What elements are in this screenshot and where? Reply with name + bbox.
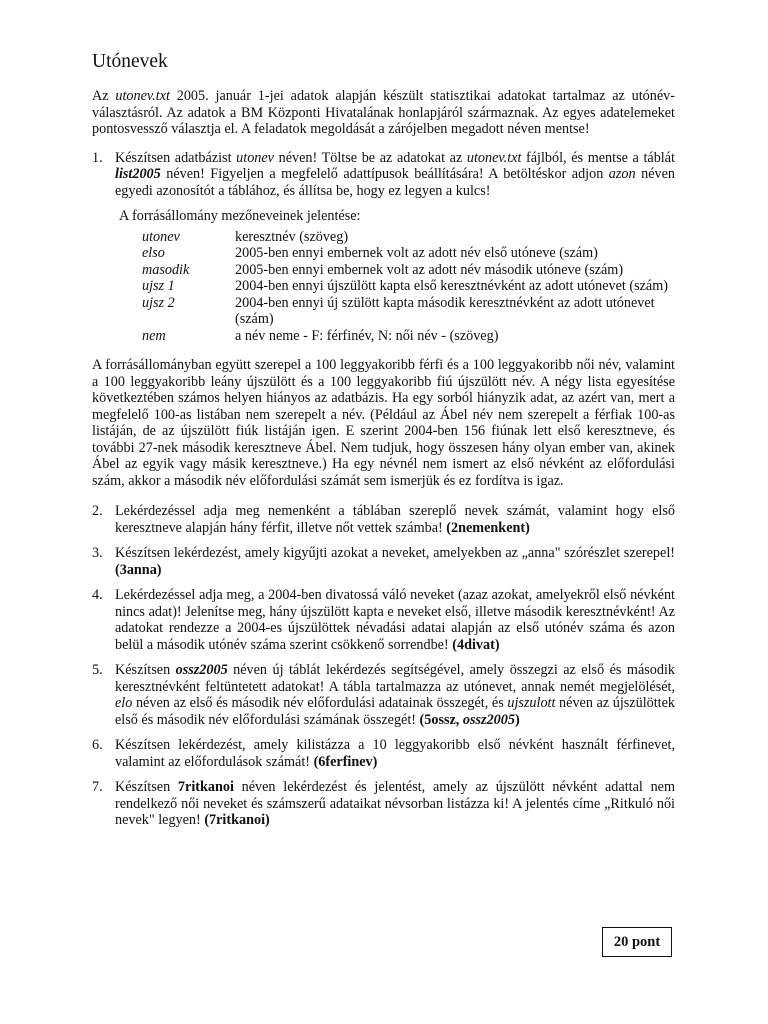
save-name: (7ritkanoi) bbox=[204, 812, 270, 828]
task-5: 5. Készítsen ossz2005 néven új táblát lekérdezés segítségével, amely összegzi az első és második keresztnévként feltüntetett adatokat! A tábla tartalmazza az utónevet, annak nemét megjelölését, elo néven az első és második név előfordulási adatainak összegét, és ujszulott néven az újszülöttek első és második név előfordulási számának összegét! (5ossz, ossz2005) bbox=[92, 662, 676, 728]
save-name: (3anna) bbox=[115, 561, 162, 578]
fields-table bbox=[142, 229, 672, 345]
note-paragraph: A forrásállományban együtt szerepel a 100 leggyakoribb férfi és a 100 leggyakoribb női név, valamint a 100 leggyakoribb leány újszülött és a 100 leggyakoribb fiú újszülött név. A négy lista egyesítése következtében számos helyen hiányos az adatbázis. Ha egy sorból hiányzik adat, az azért van, mert a megfelelő 100-as listában nem szerepelt a név. (Például az Ábel név nem szerepelt a férfiak 100-as listáján, de az újszülött fiúk listáján igen. E szerint 2004-ben 156 fiúnak lett első keresztneve, és további 27-nek második keresztneve Ábel. Nem tudjuk, hogy összesen hány olyan ember van, akinek Ábel az egyik vagy másik keresztneve.) Ha egy névnél nem ismert az első névként az előfordulási szám, akkor a második név előfordulási számát sem ismerjük és ez fordítva is igaz. bbox=[92, 357, 675, 489]
save-name: (4divat) bbox=[452, 636, 500, 653]
points-box: 20 pont bbox=[602, 927, 672, 957]
field-row: ujsz 2 2004-ben ennyi új szülött kapta második keresztnévként az adott utónevet (szám) bbox=[142, 294, 655, 327]
task-6: 6. Készítsen lekérdezést, amely kilistázza a 10 leggyakoribb első névként használt férfinevet, valamint az előfordulások számát! (6ferfinev) bbox=[92, 737, 675, 770]
fields-intro: A forrásállomány mezőneveinek jelentése: bbox=[119, 208, 361, 224]
field-row: nem a név neme - F: férfinév, N: női név - (szöveg) bbox=[142, 327, 499, 344]
task-3: 3. Készítsen lekérdezést, amely kigyűjti azokat a neveket, amelyekben az „anna" szórészlet szerepel! (3anna) bbox=[92, 545, 675, 578]
task-2: 2. Lekérdezéssel adja meg nemenként a táblában szereplő nevek számát, valamint hogy első keresztneve alapján hány férfit, illetve nőt vettek számba! (2nemenkent) bbox=[92, 503, 675, 536]
intro-paragraph: Az utonev.txt 2005. január 1-jei adatok alapján készült statisztikai adatokat tartalmaz az utónév-választásról. Az adatok a BM Központi Hivatalának honlapjáról származnak. Az egyes adatelemeket pontosvessző választja el. A feladatok megoldását a zárójelben megadott néven mentse! bbox=[92, 88, 675, 137]
filename-ref: utonev.txt bbox=[115, 88, 170, 104]
task-4: 4. Lekérdezéssel adja meg, a 2004-ben divatossá váló neveket (azaz azokat, amelyekről első névként nincs adat)! Jelenítse meg, hány újszülött kapta e neveket első, illetve második keresztnévként! Az adatokat rendezze a 2004-es újszülöttek névadási adatai alapján az első utónév száma és azon belül a második utónév száma szerint csökkenő sorrendbe! (4divat) bbox=[92, 587, 675, 653]
task-7: 7. Készítsen 7ritkanoi néven lekérdezést és jelentést, amely az újszülött névként adattal nem rendelkező női neveket és számszerű adataikat névsorban listázza ki! A jelentés címe „Ritkuló női nevek" legyen! (7ritkanoi) bbox=[92, 779, 675, 828]
field-row: elso 2005-ben ennyi embernek volt az adott név első utóneve (szám) bbox=[142, 245, 598, 261]
save-name: (2nemenkent) bbox=[446, 519, 530, 536]
save-name: (5ossz, ossz2005) bbox=[419, 711, 520, 728]
save-name: (6ferfinev) bbox=[313, 753, 378, 770]
field-row: utonev keresztnév (szöveg) bbox=[142, 228, 349, 245]
task-list bbox=[92, 150, 675, 200]
document-page bbox=[92, 50, 675, 838]
task-1-text: Készítsen adatbázist utonev néven! Töltse be az adatokat az utonev.txt fájlból, és mentse a táblát list2005 néven! Figyeljen a megfelelő adattípusok beállítására! A betöltéskor adjon azon néven egyedi azonosítót a táblához, és állítsa be, hogy ez legyen a kulcs! bbox=[115, 149, 675, 199]
task-list-2 bbox=[92, 503, 675, 829]
task-1: 1. Készítsen adatbázist utonev néven! Töltse be az adatokat az utonev.txt fájlból, és mentse a táblát list2005 néven! Figyeljen a megfelelő adattípusok beállítására! A betöltéskor adjon azon néven egyedi azonosítót a táblához, és állítsa be, hogy ez legyen a kulcs! bbox=[92, 149, 675, 199]
field-row: ujsz 1 2004-ben ennyi újszülött kapta első keresztnévként az adott utónevet (szám) bbox=[142, 278, 668, 294]
page-title: Utónevek bbox=[92, 51, 168, 72]
field-row: masodik 2005-ben ennyi embernek volt az adott név második utóneve (szám) bbox=[142, 261, 624, 278]
